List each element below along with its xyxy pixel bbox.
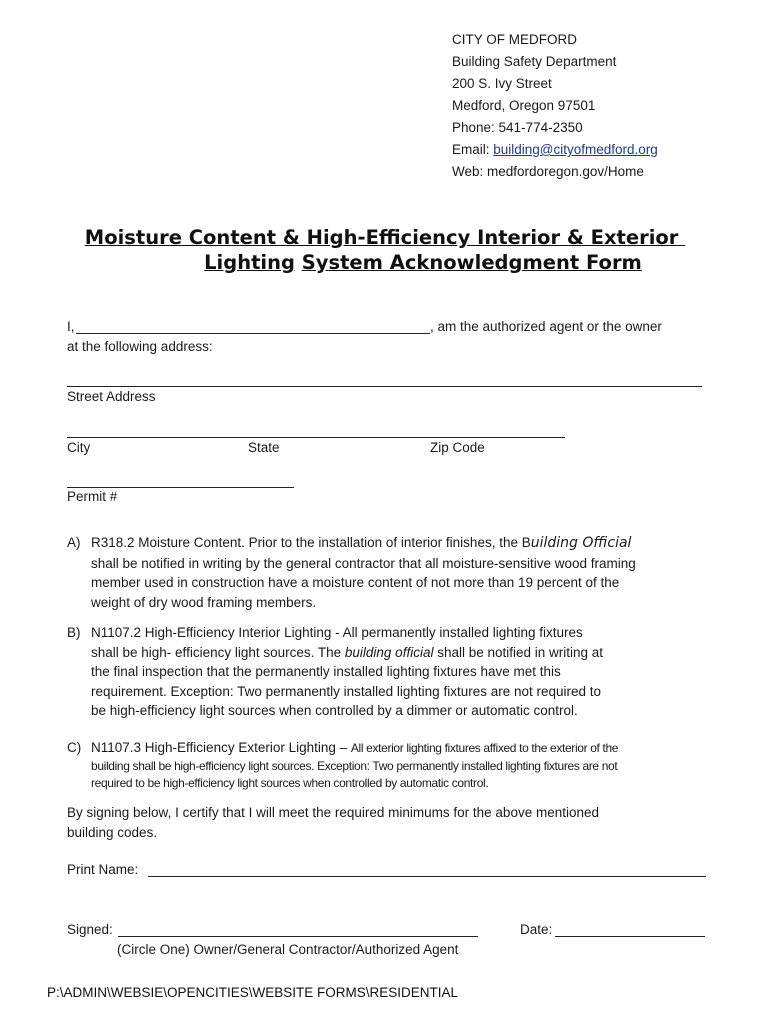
item-a-line3: member used in construction have a moisture content of not more than 19 percent of the — [91, 575, 620, 590]
building-official-italic-b: building official — [344, 644, 434, 660]
building-official-italic: uilding Official — [530, 535, 632, 551]
item-a-text — [91, 533, 741, 612]
item-b-marker: B) — [67, 625, 81, 640]
item-b-line2: shall be high- efficiency light sources. The building official shall be notified in writing at — [91, 644, 604, 660]
header-email-row — [452, 139, 658, 161]
item-c-line1: N1107.3 High-Efficiency Exterior Lighting – All exterior lighting fixtures affixed to the exterior of the — [91, 740, 619, 755]
date-label: Date: — [520, 922, 553, 937]
city-label: City — [67, 440, 91, 455]
intro-prefix: I, — [67, 319, 75, 334]
header-web: Web: medfordoregon.gov/Home — [452, 164, 644, 179]
certify-line1: By signing below, I certify that I will meet the required minimums for the above mentioned — [67, 805, 600, 820]
signature-line[interactable] — [118, 936, 478, 937]
item-c-line2: building shall be high-efficiency light sources. Exception: Two permanently installed lighting fixtures are not — [91, 758, 618, 773]
certify-statement — [67, 803, 727, 842]
item-b-line3: the final inspection that the permanently installed lighting fixtures have met this — [91, 664, 561, 679]
form-title-line1: Moisture Content & High-Efficiency Interior & Exterior — [84, 226, 679, 249]
item-b-line1: N1107.2 High-Efficiency Interior Lighting - All permanently installed lighting fixtures — [91, 625, 583, 640]
form-title-line2 — [38, 251, 770, 274]
signed-label: Signed: — [67, 922, 113, 937]
item-a-line4: weight of dry wood framing members. — [91, 594, 317, 610]
print-name-label: Print Name: — [67, 862, 139, 877]
title-system-form: System Acknowledgment Form — [301, 251, 642, 274]
street-address-label: Street Address — [67, 389, 156, 404]
header-address-block — [452, 29, 658, 183]
item-c-text — [91, 738, 731, 792]
header-street: 200 S. Ivy Street — [452, 76, 552, 91]
header-email-label: Email: — [452, 142, 494, 157]
header-city-state: Medford, Oregon 97501 — [452, 98, 596, 113]
header-department: Building Safety Department — [452, 54, 617, 69]
header-city: CITY OF MEDFORD — [452, 32, 578, 47]
item-b-line5: be high-efficiency light sources when controlled by a dimmer or automatic control. — [91, 703, 578, 718]
item-c-line3: required to be high-efficiency light sources when controlled by automatic control. — [91, 775, 489, 790]
email-link[interactable]: building@cityofmedford.org — [493, 142, 658, 157]
intro-suffix: , am the authorized agent or the owner — [430, 319, 662, 334]
item-b-text — [91, 623, 741, 721]
intro-line2: at the following address: — [67, 339, 213, 354]
street-address-line[interactable] — [67, 386, 702, 387]
print-name-line[interactable] — [148, 876, 706, 877]
certify-line2: building codes. — [67, 824, 158, 840]
item-a-line1: R318.2 Moisture Content. Prior to the installation of interior finishes, the Building Official — [91, 535, 632, 551]
state-label: State — [248, 440, 280, 455]
item-a-marker: A) — [67, 535, 81, 550]
city-state-zip-line[interactable] — [67, 437, 565, 438]
item-a-line2: shall be notified in writing by the general contractor that all moisture-sensitive wood framing — [91, 555, 636, 571]
item-b-line4: requirement. Exception: Two permanently installed lighting fixtures are not required to — [91, 683, 602, 699]
circle-one-note: (Circle One) Owner/General Contractor/Authorized Agent — [117, 942, 459, 957]
header-phone: Phone: 541-774-2350 — [452, 120, 583, 135]
zip-label: Zip Code — [430, 440, 485, 455]
permit-line[interactable] — [67, 487, 294, 488]
footer-file-path: P:\ADMIN\WEBSIE\OPENCITIES\WEBSITE FORMS\RESIDENTIAL — [47, 985, 459, 1000]
date-line[interactable] — [555, 936, 705, 937]
title-lighting: Lighting — [204, 251, 295, 274]
item-c-marker: C) — [67, 740, 82, 755]
name-blank-line[interactable] — [76, 333, 430, 334]
permit-label: Permit # — [67, 489, 118, 504]
